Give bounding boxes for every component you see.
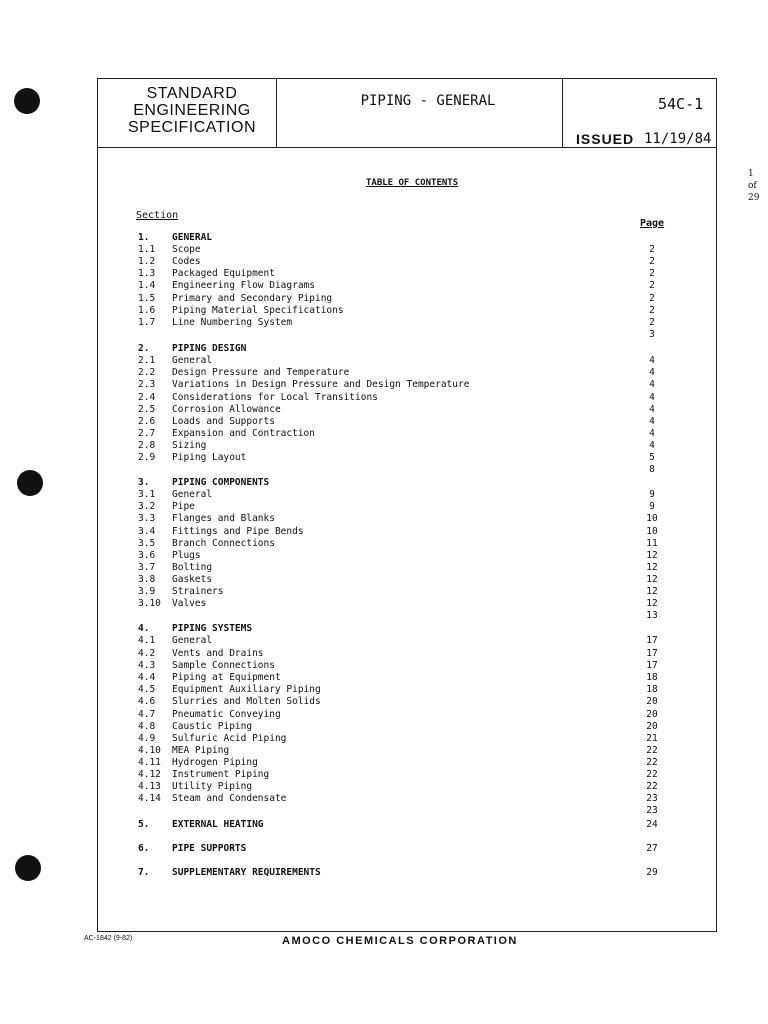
toc-page-number: 4: [649, 416, 655, 427]
toc-section-title: GENERAL: [172, 232, 213, 243]
issued-label: ISSUED: [576, 131, 635, 147]
toc-section-number: 3.3: [138, 513, 156, 524]
toc-page-number: 11: [646, 538, 658, 549]
toc-section-title: Engineering Flow Diagrams: [172, 280, 315, 291]
toc-row: [98, 464, 698, 476]
toc-page-number: 4: [649, 379, 655, 390]
toc-row: [98, 416, 698, 428]
toc-row: [98, 733, 698, 745]
toc-row: [98, 684, 698, 696]
toc-row: [98, 293, 698, 305]
toc-section-title: Flanges and Blanks: [172, 513, 275, 524]
toc-row: [98, 452, 698, 464]
std-line-3: SPECIFICATION: [128, 119, 256, 136]
toc-row: [98, 343, 698, 355]
toc-page-number: 23: [646, 805, 658, 816]
toc-row: [98, 392, 698, 404]
of-label: of: [748, 181, 757, 191]
toc-section-title: Strainers: [172, 586, 224, 597]
toc-section-number: 3.8: [138, 574, 156, 585]
header-divider-right: [562, 79, 563, 147]
toc-section-number: 2.6: [138, 416, 156, 427]
toc-section-number: 2.3: [138, 379, 156, 390]
toc-section-title: PIPE SUPPORTS: [172, 843, 247, 854]
toc-section-title: PIPING DESIGN: [172, 343, 247, 354]
toc-row: [98, 305, 698, 317]
toc-row: [98, 538, 698, 550]
toc-row: [98, 355, 698, 367]
toc-section-number: 3.: [138, 477, 150, 488]
toc-section-title: General: [172, 355, 213, 366]
toc-section-title: Piping Material Specifications: [172, 305, 344, 316]
toc-page-number: 18: [646, 672, 658, 683]
toc-page-number: 2: [649, 293, 655, 304]
toc-section-title: Packaged Equipment: [172, 268, 275, 279]
toc-row: [98, 757, 698, 769]
toc-page-number: 21: [646, 733, 658, 744]
toc-page-number: 29: [646, 867, 658, 878]
toc-section-number: 4.4: [138, 672, 156, 683]
toc-page-number: 12: [646, 574, 658, 585]
toc-section-title: Vents and Drains: [172, 648, 264, 659]
toc-page-number: 10: [646, 513, 658, 524]
toc-section-number: 2.7: [138, 428, 156, 439]
toc-section-title: Line Numbering System: [172, 317, 293, 328]
toc-row: [98, 843, 698, 855]
toc-page-number: 4: [649, 428, 655, 439]
toc-row: [98, 781, 698, 793]
page-number: 1: [748, 169, 754, 179]
toc-section-number: 4.10: [138, 745, 161, 756]
toc-section-title: Utility Piping: [172, 781, 253, 792]
toc-section-number: 3.4: [138, 526, 156, 537]
toc-section-title: Gaskets: [172, 574, 213, 585]
toc-page-number: 12: [646, 586, 658, 597]
toc-page-number: 4: [649, 404, 655, 415]
toc-section-number: 5.: [138, 819, 150, 830]
toc-section-number: 3.1: [138, 489, 156, 500]
toc-page-number: 20: [646, 721, 658, 732]
toc-row: [98, 586, 698, 598]
spec-number: 54C-1: [658, 95, 704, 113]
toc-row: [98, 867, 698, 879]
toc-section-number: 4.12: [138, 769, 161, 780]
toc-row: [98, 660, 698, 672]
specification-frame: [97, 78, 717, 932]
toc-section-title: Pneumatic Conveying: [172, 709, 281, 720]
toc-page-number: 2: [649, 244, 655, 255]
toc-row: [98, 244, 698, 256]
toc-section-number: 2.1: [138, 355, 156, 366]
toc-row: [98, 635, 698, 647]
toc-section-number: 4.1: [138, 635, 156, 646]
toc-page-number: 20: [646, 696, 658, 707]
toc-section-number: 3.2: [138, 501, 156, 512]
toc-section-number: 4.8: [138, 721, 156, 732]
toc-page-number: 2: [649, 305, 655, 316]
toc-section-title: Bolting: [172, 562, 213, 573]
toc-page-number: 2: [649, 317, 655, 328]
toc-section-title: Variations in Design Pressure and Design Temperature: [172, 379, 470, 390]
toc-section-title: Sulfuric Acid Piping: [172, 733, 287, 744]
toc-row: [98, 721, 698, 733]
toc-row: [98, 329, 698, 341]
toc-section-number: 1.7: [138, 317, 156, 328]
toc-section-title: Codes: [172, 256, 201, 267]
toc-section-number: 4.9: [138, 733, 156, 744]
toc-row: [98, 268, 698, 280]
toc-row: [98, 232, 698, 244]
toc-section-number: 4.14: [138, 793, 161, 804]
toc-title: TABLE OF CONTENTS: [366, 178, 459, 188]
toc-section-number: 2.8: [138, 440, 156, 451]
toc-page-number: 22: [646, 769, 658, 780]
toc-row: [98, 793, 698, 805]
toc-page-number: 2: [649, 268, 655, 279]
toc-section-number: 4.2: [138, 648, 156, 659]
toc-section-number: 2.9: [138, 452, 156, 463]
toc-page-number: 5: [649, 452, 655, 463]
toc-page-number: 22: [646, 757, 658, 768]
toc-section-title: SUPPLEMENTARY REQUIREMENTS: [172, 867, 321, 878]
std-line-1: STANDARD: [146, 85, 238, 102]
toc-section-number: 6.: [138, 843, 150, 854]
toc-section-title: General: [172, 635, 213, 646]
toc-section-title: Branch Connections: [172, 538, 275, 549]
toc-section-number: 1.4: [138, 280, 156, 291]
toc-section-title: Corrosion Allowance: [172, 404, 281, 415]
form-number: AC-1842 (9-82): [84, 935, 133, 942]
toc-section-title: PIPING COMPONENTS: [172, 477, 270, 488]
toc-page-number: 20: [646, 709, 658, 720]
toc-section-number: 3.7: [138, 562, 156, 573]
toc-row: [98, 501, 698, 513]
toc-row: [98, 526, 698, 538]
toc-section-title: Piping at Equipment: [172, 672, 281, 683]
corporation-name: AMOCO CHEMICALS CORPORATION: [282, 935, 518, 947]
toc-page-number: 23: [646, 793, 658, 804]
toc-page-number: 2: [649, 280, 655, 291]
toc-section-title: PIPING SYSTEMS: [172, 623, 253, 634]
punch-hole-bottom: [15, 855, 41, 881]
toc-row: [98, 709, 698, 721]
toc-section-title: Valves: [172, 598, 207, 609]
toc-section-number: 2.4: [138, 392, 156, 403]
toc-page-number: 22: [646, 745, 658, 756]
standard-engineering-specification: [112, 85, 272, 136]
toc-row: [98, 367, 698, 379]
toc-row: [98, 610, 698, 622]
toc-row: [98, 404, 698, 416]
toc-section-title: Considerations for Local Transitions: [172, 392, 378, 403]
toc-row: [98, 280, 698, 292]
toc-section-title: Loads and Supports: [172, 416, 275, 427]
toc-page-number: 9: [649, 489, 655, 500]
toc-section-title: Sizing: [172, 440, 207, 451]
toc-row: [98, 598, 698, 610]
toc-page-number: 18: [646, 684, 658, 695]
toc-section-title: Plugs: [172, 550, 201, 561]
toc-page-number: 4: [649, 440, 655, 451]
toc-section-number: 4.13: [138, 781, 161, 792]
toc-page-number: 4: [649, 367, 655, 378]
toc-section-number: 4.6: [138, 696, 156, 707]
toc-section-number: 1.1: [138, 244, 156, 255]
toc-row: [98, 648, 698, 660]
toc-row: [98, 379, 698, 391]
toc-section-number: 1.: [138, 232, 150, 243]
toc-page-number: 12: [646, 550, 658, 561]
toc-page-number: 10: [646, 526, 658, 537]
toc-page-number: 4: [649, 392, 655, 403]
toc-section-title: Piping Layout: [172, 452, 247, 463]
toc-page-number: 22: [646, 781, 658, 792]
toc-section-number: 4.7: [138, 709, 156, 720]
toc-row: [98, 745, 698, 757]
toc-section-title: Hydrogen Piping: [172, 757, 258, 768]
issued-date: 11/19/84: [644, 131, 712, 147]
toc-row: [98, 672, 698, 684]
toc-section-title: Steam and Condensate: [172, 793, 287, 804]
page-of-total: [748, 168, 759, 204]
toc-row: [98, 562, 698, 574]
document-title: PIPING - GENERAL: [360, 93, 496, 109]
toc-page-number: 17: [646, 660, 658, 671]
page-column-header: Page: [640, 218, 665, 229]
toc-page-number: 4: [649, 355, 655, 366]
toc-page-number: 17: [646, 635, 658, 646]
toc-section-title: MEA Piping: [172, 745, 230, 756]
toc-section-number: 2.: [138, 343, 150, 354]
toc-row: [98, 477, 698, 489]
toc-section-number: 1.2: [138, 256, 156, 267]
toc-section-number: 2.2: [138, 367, 156, 378]
toc-section-number: 3.5: [138, 538, 156, 549]
toc-page-number: 13: [646, 610, 658, 621]
toc-section-title: Scope: [172, 244, 201, 255]
toc-section-title: EXTERNAL HEATING: [172, 819, 264, 830]
toc-page-number: 9: [649, 501, 655, 512]
toc-section-title: Caustic Piping: [172, 721, 253, 732]
toc-row: [98, 256, 698, 268]
toc-row: [98, 550, 698, 562]
section-column-header: Section: [136, 210, 179, 221]
toc-section-title: Instrument Piping: [172, 769, 270, 780]
toc-row: [98, 489, 698, 501]
toc-page-number: 24: [646, 819, 658, 830]
toc-row: [98, 623, 698, 635]
toc-row: [98, 317, 698, 329]
toc-row: [98, 819, 698, 831]
toc-row: [98, 574, 698, 586]
toc-section-title: Equipment Auxiliary Piping: [172, 684, 321, 695]
toc-section-number: 7.: [138, 867, 150, 878]
toc-section-title: Fittings and Pipe Bends: [172, 526, 304, 537]
toc-page-number: 3: [649, 329, 655, 340]
toc-page-number: 12: [646, 598, 658, 609]
toc-section-title: Sample Connections: [172, 660, 275, 671]
page-total: 29: [748, 193, 760, 203]
toc-row: [98, 696, 698, 708]
toc-row: [98, 805, 698, 817]
toc-row: [98, 440, 698, 452]
toc-row: [98, 513, 698, 525]
punch-hole-top: [14, 88, 40, 114]
header-divider-left: [276, 79, 277, 147]
toc-page-number: 8: [649, 464, 655, 475]
toc-section-number: 3.10: [138, 598, 161, 609]
toc-section-number: 4.5: [138, 684, 156, 695]
toc-page-number: 17: [646, 648, 658, 659]
toc-page-number: 12: [646, 562, 658, 573]
toc-row: [98, 428, 698, 440]
toc-section-number: 1.5: [138, 293, 156, 304]
toc-section-number: 4.11: [138, 757, 161, 768]
toc-section-number: 4.: [138, 623, 150, 634]
std-line-2: ENGINEERING: [133, 102, 251, 119]
toc-section-number: 1.6: [138, 305, 156, 316]
toc-section-title: Pipe: [172, 501, 195, 512]
toc-section-number: 2.5: [138, 404, 156, 415]
toc-section-title: Expansion and Contraction: [172, 428, 315, 439]
toc-page-number: 27: [646, 843, 658, 854]
toc-section-title: Slurries and Molten Solids: [172, 696, 321, 707]
toc-page-number: 2: [649, 256, 655, 267]
toc-section-title: Primary and Secondary Piping: [172, 293, 333, 304]
toc-section-number: 3.9: [138, 586, 156, 597]
toc-section-number: 3.6: [138, 550, 156, 561]
toc-row: [98, 769, 698, 781]
toc-section-number: 1.3: [138, 268, 156, 279]
toc-section-title: Design Pressure and Temperature: [172, 367, 350, 378]
header-rule: [98, 147, 716, 148]
toc-section-number: 4.3: [138, 660, 156, 671]
punch-hole-middle: [17, 470, 43, 496]
toc-section-title: General: [172, 489, 213, 500]
